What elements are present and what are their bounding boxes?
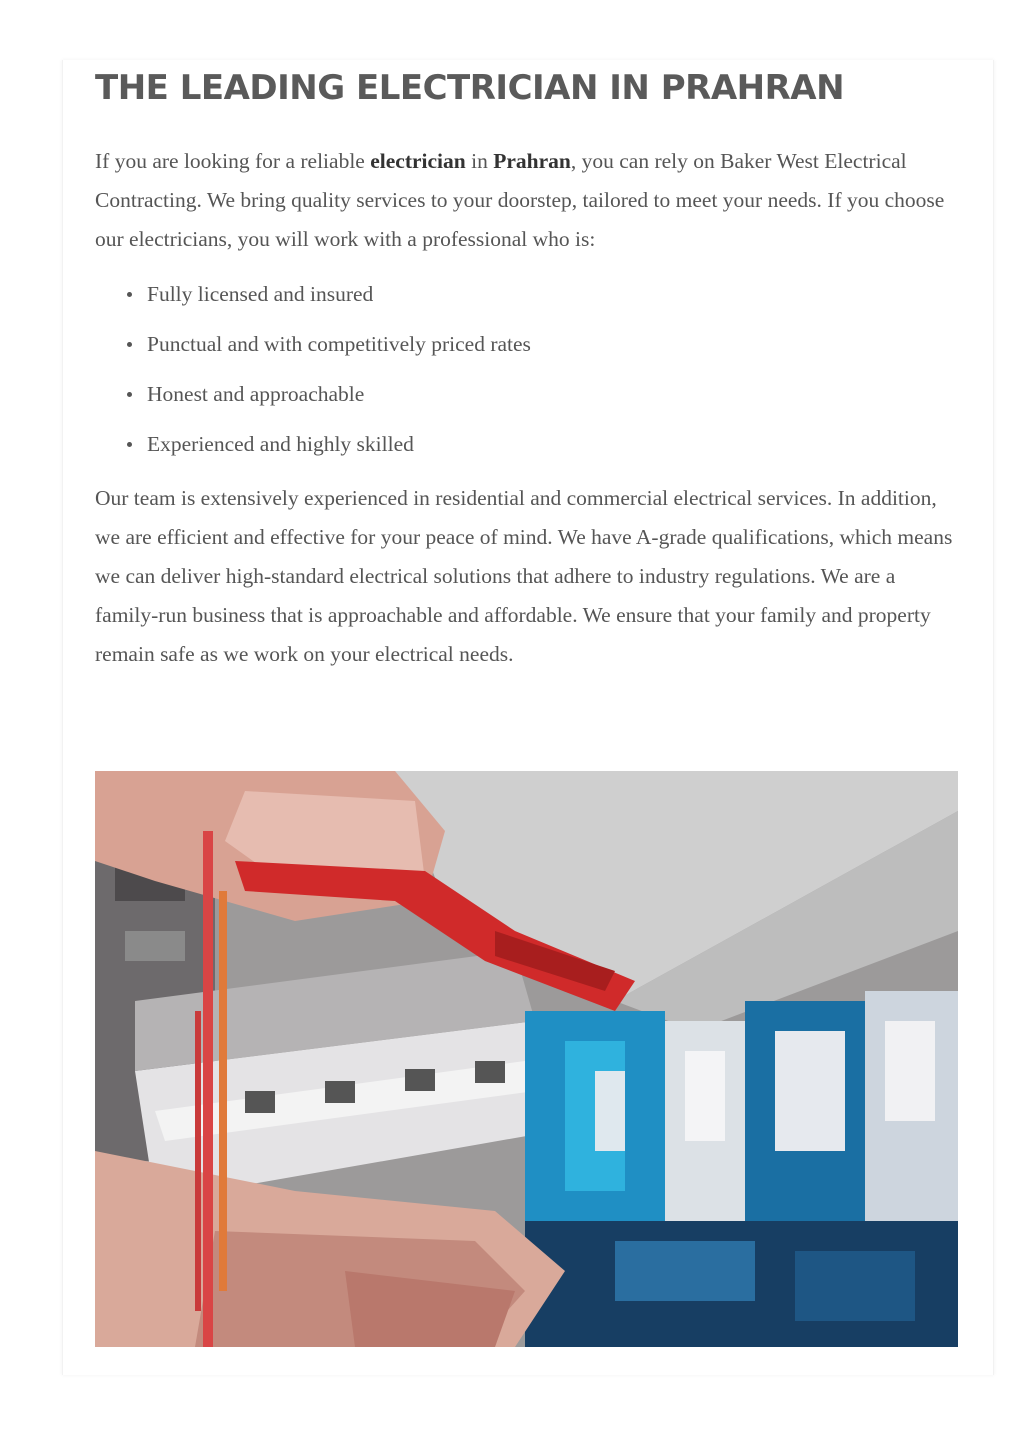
list-item: Punctual and with competitively priced rates (147, 329, 957, 359)
body-paragraph: Our team is extensively experienced in residential and commercial electrical services. In addition, we are efficient and effective for your peace of mind. We have A-grade qualifications, which means we can deliver high-standard electrical solutions that adhere to industry regulations. We are a family-run business that is approachable and affordable. We ensure that your family and property remain safe as we work on your electrical needs. (95, 486, 953, 666)
list-item: Experienced and highly skilled (147, 429, 957, 459)
list-item: Fully licensed and insured (147, 279, 957, 309)
intro-text-3: , you can rely on Baker West Electrical Contracting. We bring quality services to your doorstep, tailored to meet your needs. If you choose our electricians, you will work with a professional who is: (95, 149, 945, 251)
page-title: THE LEADING ELECTRICIAN IN PRAHRAN (95, 68, 845, 108)
electrician-photo-illustration (95, 771, 958, 1347)
list-item: Honest and approachable (147, 379, 957, 409)
keyword-location: Prahran (493, 149, 571, 173)
article (95, 64, 957, 674)
intro-paragraph (95, 142, 957, 259)
intro-text-2: in (465, 149, 494, 173)
electrician-photo (95, 771, 958, 1347)
keyword-electrician: electrician (370, 149, 466, 173)
intro-text-1: If you are looking for a reliable (95, 149, 371, 173)
qualities-list (95, 279, 957, 459)
